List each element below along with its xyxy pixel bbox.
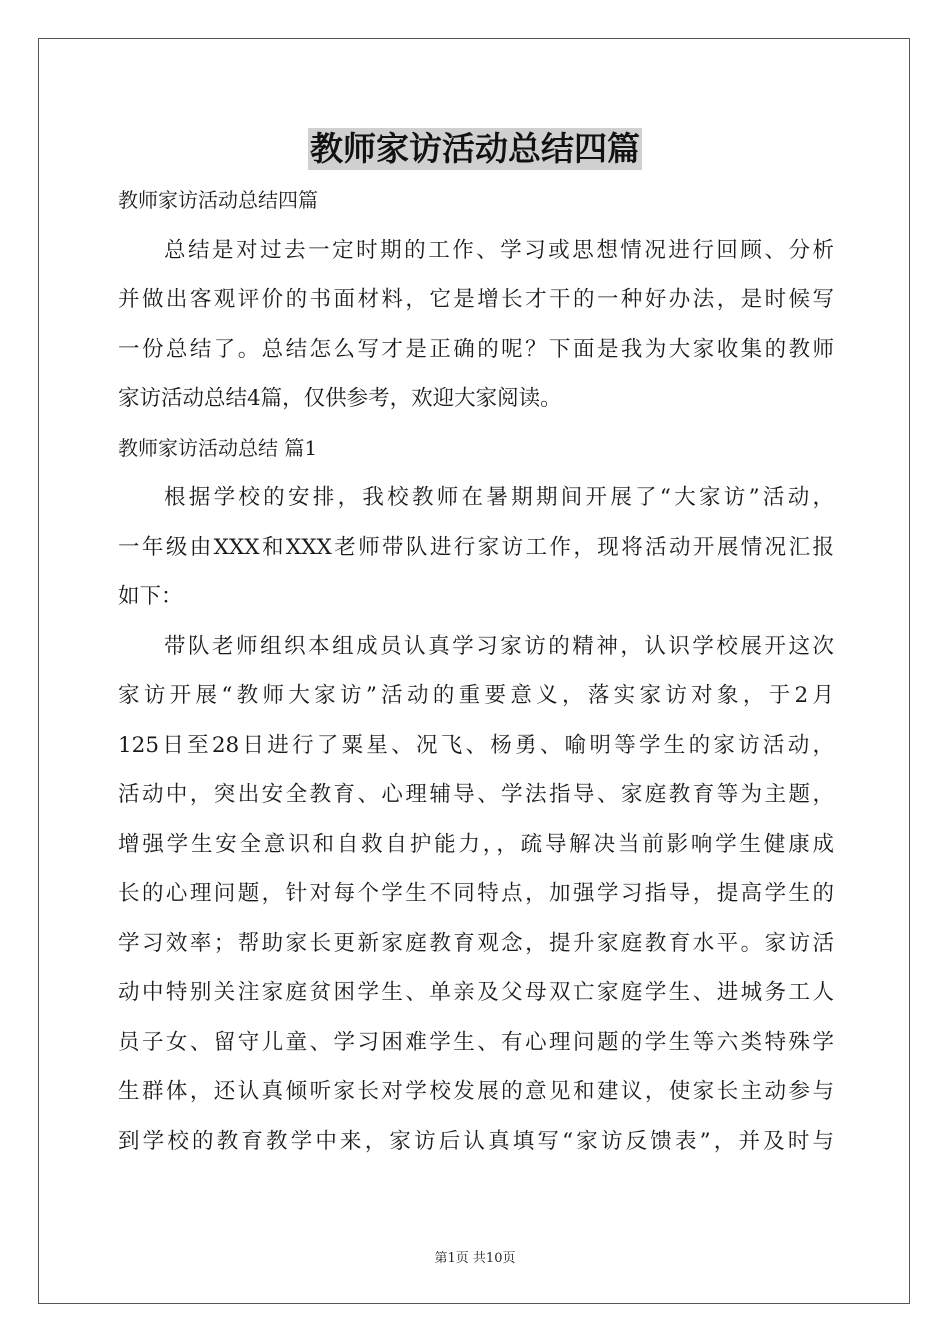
paragraph-line: 带队老师组织本组成员认真学习家访的精神，认识学校展开这次	[164, 633, 834, 659]
document-title: 教师家访活动总结四篇	[310, 129, 640, 168]
paragraph-line: 学习效率；帮助家长更新家庭教育观念，提升家庭教育水平。家访活	[118, 930, 834, 956]
section-heading: 教师家访活动总结 篇1	[118, 435, 318, 460]
paragraph-line: 根据学校的安排，我校教师在暑期期间开展了“大家访”活动，	[164, 485, 834, 510]
paragraph-line: 如下：	[118, 584, 183, 609]
document-subtitle: 教师家访活动总结四篇	[118, 188, 318, 212]
document-body	[118, 176, 834, 1166]
paragraph-line: 活动中，突出安全教育、心理辅导、学法指导、家庭教育等为主题，	[118, 782, 834, 807]
intro-line: 一份总结了。总结怎么写才是正确的呢？下面是我为大家收集的教师	[118, 336, 834, 362]
paragraph-line: 125日至28日进行了粟星、况飞、杨勇、喻明等学生的家访活动，	[118, 732, 834, 758]
intro-line: 并做出客观评价的书面材料，它是增长才干的一种好办法，是时候写	[118, 287, 834, 312]
paragraph-line: 到学校的教育教学中来，家访后认真填写“家访反馈表”，并及时与	[118, 1128, 834, 1154]
paragraph-line: 动中特别关注家庭贫困学生、单亲及父母双亡家庭学生、进城务工人	[118, 980, 834, 1005]
paragraph-line: 生群体，还认真倾听家长对学校发展的意见和建议，使家长主动参与	[118, 1079, 834, 1104]
intro-line: 家访活动总结4篇，仅供参考，欢迎大家阅读。	[118, 386, 562, 411]
paragraph-line: 增强学生安全意识和自救自护能力，，疏导解决当前影响学生健康成	[118, 831, 834, 857]
title-container	[0, 128, 950, 170]
paragraph-line: 家访开展“教师大家访”活动的重要意义，落实家访对象，于2月	[118, 683, 834, 708]
paragraph-line: 一年级由XXX和XXX老师带队进行家访工作，现将活动开展情况汇报	[118, 534, 834, 560]
page-footer: 第1页 共10页	[434, 1251, 516, 1266]
paragraph-line: 长的心理问题，针对每个学生不同特点，加强学习指导，提高学生的	[118, 881, 834, 906]
paragraph-line: 员子女、留守儿童、学习困难学生、有心理问题的学生等六类特殊学	[118, 1029, 834, 1055]
intro-line: 总结是对过去一定时期的工作、学习或思想情况进行回顾、分析	[164, 237, 834, 263]
